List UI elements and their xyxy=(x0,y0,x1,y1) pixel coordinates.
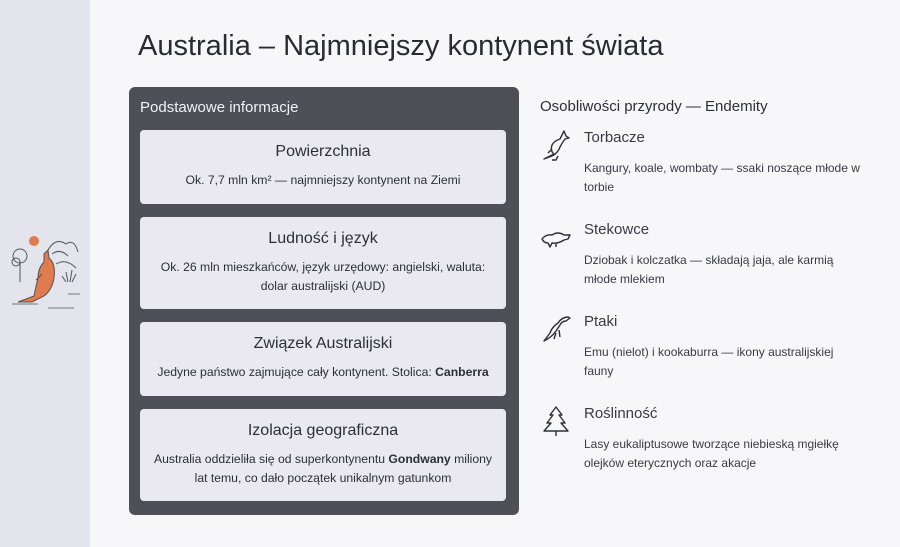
platypus-icon xyxy=(540,221,572,253)
feature-title: Roślinność xyxy=(584,405,658,422)
info-card-isolation xyxy=(140,409,506,501)
feature-text: Dziobak i kolczatka — składają jaja, ale karmią młode mlekiem xyxy=(584,253,834,286)
feature-title: Stekowce xyxy=(584,221,650,238)
side-strip xyxy=(0,0,90,547)
card-title: Izolacja geograficzna xyxy=(247,422,399,439)
card-text: Ok. 26 mln mieszkańców, język urzędowy: angielski, waluta: dolar australijski (AUD) xyxy=(160,260,486,293)
nature-heading: Osobliwości przyrody — Endemity xyxy=(540,98,768,115)
feature-text: Kangury, koale, wombaty — ssaki noszące młode w torbie xyxy=(584,161,860,194)
page-title: Australia – Najmniejszy kontynent świata xyxy=(138,30,664,62)
info-card-population xyxy=(140,217,506,309)
basic-info-panel xyxy=(129,87,519,515)
tree-icon xyxy=(540,405,572,437)
kangaroo-landscape-illustration xyxy=(8,234,82,310)
card-text: Australia oddzieliła się od superkontynentu Gondwany miliony lat temu, co dało początek unikalnym gatunkom xyxy=(153,452,493,485)
feature-title: Ptaki xyxy=(584,313,618,330)
card-text: Ok. 7,7 mln km² — najmniejszy kontynent na Ziemi xyxy=(185,173,461,187)
feature-text: Lasy eukaliptusowe tworzące niebieską mgiełkę olejków eterycznych oraz akacje xyxy=(584,437,839,470)
card-title: Powierzchnia xyxy=(275,143,371,160)
nature-section xyxy=(540,98,880,470)
feature-title: Torbacze xyxy=(584,129,645,146)
card-text: Jedyne państwo zajmujące cały kontynent. Stolica: Canberra xyxy=(157,365,489,379)
kangaroo-icon xyxy=(540,129,572,161)
card-title: Związek Australijski xyxy=(253,335,393,352)
bird-icon xyxy=(540,313,572,345)
panel-title: Podstawowe informacje xyxy=(140,99,299,116)
card-title: Ludność i język xyxy=(268,230,378,247)
feature-text: Emu (nielot) i kookaburra — ikony australijskiej fauny xyxy=(584,345,834,378)
info-card-commonwealth xyxy=(140,322,506,396)
info-card-area xyxy=(140,130,506,204)
